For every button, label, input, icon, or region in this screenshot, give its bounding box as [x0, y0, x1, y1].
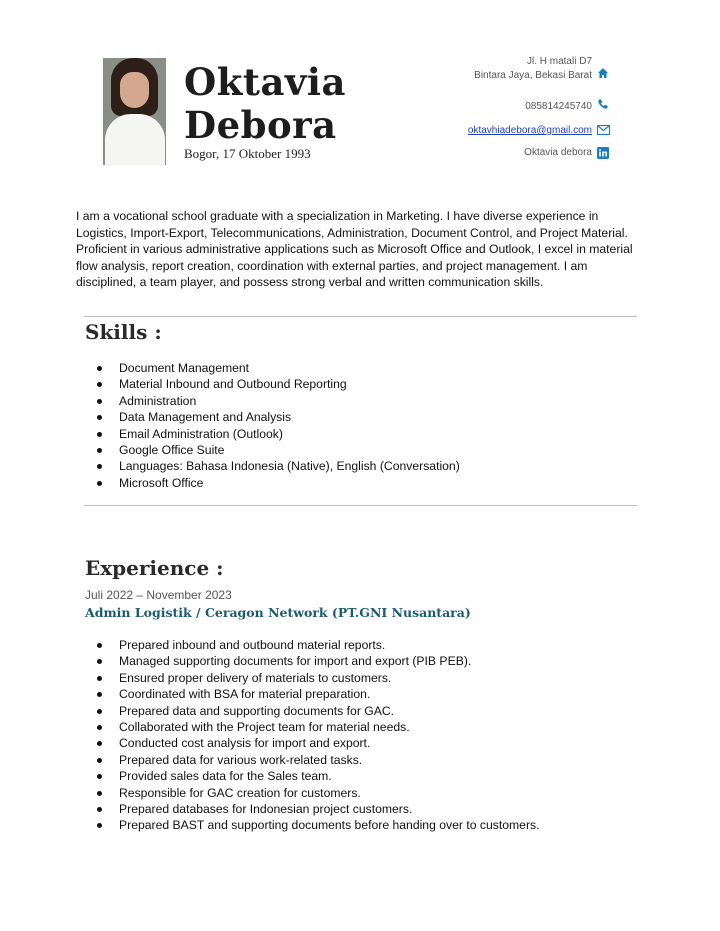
photo-face [120, 72, 149, 108]
bullet-dot [97, 725, 102, 730]
phone-icon [597, 98, 609, 110]
job-title: Admin Logistik / Ceragon Network (PT.GNI Nusantara) [85, 605, 471, 620]
skill-item [0, 393, 460, 409]
bullet-dot [97, 382, 102, 387]
skills-list [0, 360, 460, 491]
experience-item [0, 653, 540, 669]
skill-item [0, 426, 460, 442]
skill-text: Document Management [119, 361, 250, 375]
bullet-dot [97, 464, 102, 469]
experience-text: Prepared data for various work-related tasks. [119, 752, 363, 767]
address-line-1: Jl. H matali D7 [526, 56, 592, 67]
skill-item [0, 442, 460, 458]
skill-item [0, 409, 460, 425]
experience-text: Collaborated with the Project team for material needs. [119, 720, 410, 735]
experience-item [0, 719, 540, 735]
profile-photo [103, 58, 166, 165]
experience-item [0, 752, 540, 768]
experience-text: Prepared BAST and supporting documents before handing over to customers. [119, 818, 540, 833]
home-icon [597, 67, 609, 79]
experience-title: Experience : [85, 556, 224, 580]
bullet-dot [97, 791, 102, 796]
linkedin-icon[interactable] [597, 147, 609, 159]
experience-item [0, 735, 540, 751]
bullet-dot [97, 415, 102, 420]
experience-text: Ensured proper delivery of materials to customers. [119, 670, 392, 685]
skills-title: Skills : [85, 320, 162, 344]
experience-text: Prepared inbound and outbound material reports. [119, 638, 386, 652]
skill-text: Microsoft Office [119, 475, 204, 490]
email-link[interactable]: oktavhiadebora@gmail.com [467, 125, 592, 136]
email-address[interactable] [468, 124, 592, 138]
skill-item [0, 376, 460, 392]
experience-item [0, 801, 540, 817]
email-icon [597, 125, 609, 137]
bullet-dot [97, 432, 102, 437]
experience-item [0, 670, 540, 686]
job-dates: Juli 2022 – November 2023 [85, 588, 232, 602]
bullet-dot [97, 807, 102, 812]
linkedin-name: Oktavia debora [524, 147, 592, 158]
experience-item [0, 686, 540, 702]
experience-text: Conducted cost analysis for import and export. [119, 736, 371, 751]
bullet-dot [97, 823, 102, 828]
bullet-dot [97, 399, 102, 404]
bullet-dot [97, 643, 102, 648]
experience-item [0, 817, 540, 833]
first-name: Oktavia [184, 60, 346, 104]
skill-item [0, 360, 460, 376]
bullet-dot [97, 481, 102, 486]
photo-body [105, 114, 165, 165]
experience-text: Coordinated with BSA for material preparation. [119, 687, 371, 702]
experience-list [0, 637, 540, 834]
experience-text: Responsible for GAC creation for customers. [119, 785, 361, 800]
bullet-dot [97, 741, 102, 746]
bullet-dot [97, 659, 102, 664]
divider-top [84, 316, 637, 317]
experience-item [0, 768, 540, 784]
skill-text: Google Office Suite [119, 443, 225, 458]
experience-text: Prepared data and supporting documents for GAC. [119, 703, 395, 718]
skill-text: Data Management and Analysis [119, 410, 292, 425]
experience-item [0, 637, 540, 653]
address-line-2: Bintara Jaya, Bekasi Barat [474, 70, 592, 81]
experience-item [0, 703, 540, 719]
bullet-dot [97, 758, 102, 763]
phone-number: 085814245740 [525, 101, 592, 112]
experience-text: Managed supporting documents for import and export (PIB PEB). [119, 654, 472, 669]
bullet-dot [97, 366, 102, 371]
profile-summary: I am a vocational school graduate with a specialization in Marketing. I have diverse experience in Logistics, Import-Export, Telecommunications, Administration, Document Control, and Project Material. Proficient in various administrative applications such as Microsoft Office and Outlook, I excel in material flow analysis, report creation, coordination with external parties, and project management. I am disciplined, a team player, and possess strong verbal and written communication skills. [76, 209, 633, 289]
skill-text: Languages: Bahasa Indonesia (Native), English (Conversation) [119, 459, 460, 474]
bullet-dot [97, 709, 102, 714]
skill-text: Email Administration (Outlook) [119, 426, 283, 441]
bullet-dot [97, 774, 102, 779]
skill-text: Material Inbound and Outbound Reporting [119, 377, 347, 392]
skill-item [0, 475, 460, 491]
bullet-dot [97, 676, 102, 681]
divider-bottom [84, 505, 637, 506]
skill-text: Administration [119, 393, 197, 408]
skill-item [0, 458, 460, 474]
bullet-dot [97, 692, 102, 697]
experience-text: Provided sales data for the Sales team. [119, 769, 332, 784]
experience-text: Prepared databases for Indonesian project customers. [119, 802, 413, 817]
birth-info: Bogor, 17 Oktober 1993 [184, 146, 311, 161]
experience-item [0, 785, 540, 801]
bullet-dot [97, 448, 102, 453]
last-name: Debora [184, 103, 337, 147]
